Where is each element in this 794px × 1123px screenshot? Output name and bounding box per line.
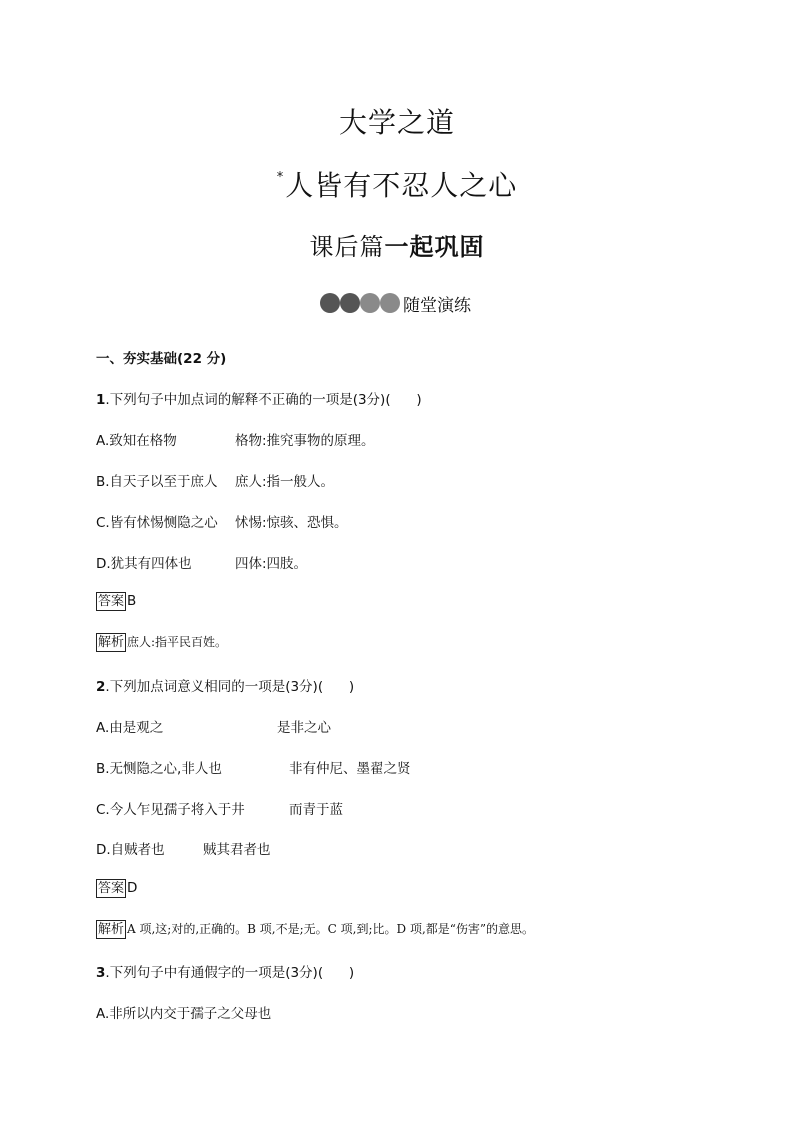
question-1-option-a: A.致知在格物 <box>96 433 177 449</box>
answer-label: 答案 <box>98 594 125 609</box>
lesson-title <box>0 164 794 204</box>
analysis-text: 庶人:指平民百姓。 <box>127 635 228 649</box>
question-3-option-a: A.非所以内交于孺子之父母也 <box>96 1006 272 1022</box>
question-2-analysis <box>96 920 534 939</box>
question-2-option-b: B.无恻隐之心,非人也 <box>96 761 222 777</box>
answer-value: D <box>127 880 138 896</box>
badge-dot-icon <box>380 293 400 313</box>
document-title: 大学之道 <box>338 106 455 139</box>
section-title-plain: 课后篇 <box>309 233 385 261</box>
badge-dot-icon <box>360 293 380 313</box>
question-2-option-a-note: 是非之心 <box>277 720 331 736</box>
question-1-option-d-note: 四体:四肢。 <box>235 556 308 572</box>
section-heading: 一、夯实基础(22 分) <box>96 351 227 367</box>
section-title <box>0 227 794 262</box>
badge-label: 随堂演练 <box>403 295 471 316</box>
question-2-option-c: C.今人乍见孺子将入于井 <box>96 802 245 818</box>
question-1-option-b: B.自天子以至于庶人 <box>96 474 218 490</box>
lesson-title-text: 人皆有不忍人之心 <box>285 169 518 202</box>
question-1-option-c-note: 怵惕:惊骇、恐惧。 <box>235 515 348 531</box>
question-2-option-b-note: 非有仲尼、墨翟之贤 <box>289 761 411 777</box>
analysis-text: A 项,这;对的,正确的。B 项,不是;无。C 项,到;比。D 项,都是“伤害”的意思。 <box>127 922 535 936</box>
question-2-option-c-note: 而青于蓝 <box>289 802 343 818</box>
analysis-label: 解析 <box>98 922 125 937</box>
question-1-option-a-note: 格物:推究事物的原理。 <box>235 433 375 449</box>
question-1-option-b-note: 庶人:指一般人。 <box>235 474 335 490</box>
badge-dot-icon <box>340 293 360 313</box>
answer-value: B <box>127 593 137 609</box>
badge-dot-icon <box>320 293 340 313</box>
analysis-label: 解析 <box>98 635 125 650</box>
question-1-stem: 1.下列句子中加点词的解释不正确的一项是(3分)( ) <box>96 392 422 408</box>
question-2-option-d: D.自贼者也 <box>96 842 165 858</box>
question-2-answer <box>96 879 137 898</box>
question-3-stem: 3.下列句子中有通假字的一项是(3分)( ) <box>96 965 355 981</box>
answer-label: 答案 <box>98 881 125 896</box>
lesson-title-mark: * <box>276 170 285 185</box>
question-1-option-d: D.犹其有四体也 <box>96 556 192 572</box>
question-1-option-c: C.皆有怵惕恻隐之心 <box>96 515 218 531</box>
section-title-bold: 一起巩固 <box>384 233 485 261</box>
question-1-analysis <box>96 633 227 652</box>
question-2-stem: 2.下列加点词意义相同的一项是(3分)( ) <box>96 679 355 695</box>
question-2-option-a: A.由是观之 <box>96 720 164 736</box>
practice-badge <box>320 290 471 316</box>
question-1-answer <box>96 592 136 611</box>
question-2-option-d-note: 贼其君者也 <box>203 842 271 858</box>
